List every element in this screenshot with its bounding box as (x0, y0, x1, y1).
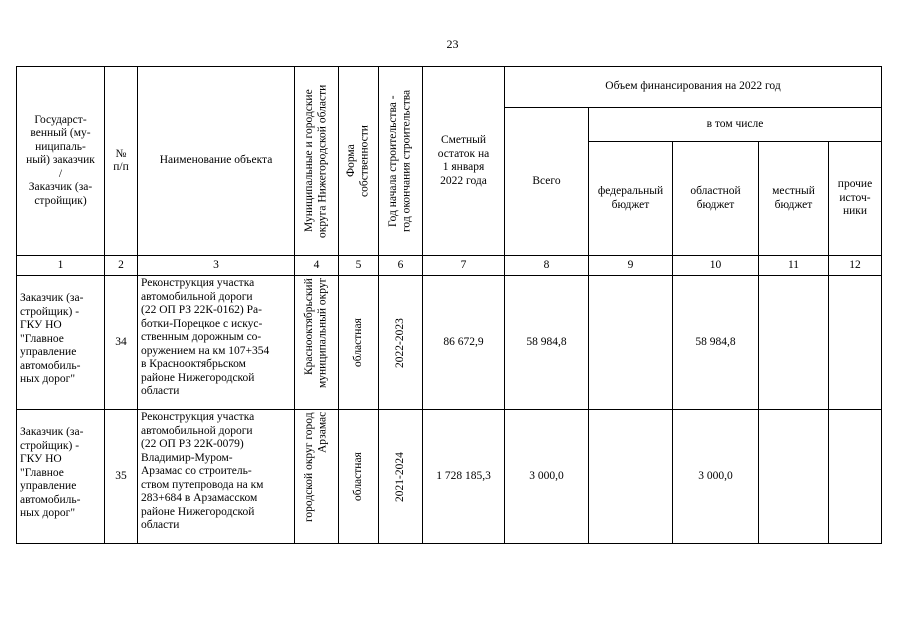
table-row (17, 276, 882, 410)
column-number: 2 (105, 256, 138, 276)
column-number: 6 (379, 256, 423, 276)
row-regional: 58 984,8 (673, 276, 759, 410)
table-row (17, 410, 882, 544)
column-number: 9 (589, 256, 673, 276)
column-number: 4 (295, 256, 339, 276)
header-number: № п/п (105, 67, 138, 256)
column-number: 10 (673, 256, 759, 276)
row-ownership-cell (339, 410, 379, 544)
row-estimate: 86 672,9 (423, 276, 505, 410)
row-total: 58 984,8 (505, 276, 589, 410)
row-years-cell (379, 276, 423, 410)
row-municipality: Краснооктябрьский муниципальный округ (303, 277, 329, 388)
column-numbers-row (17, 256, 882, 276)
row-estimate: 1 728 185,3 (423, 410, 505, 544)
header-ownership: Форма собственности (345, 125, 371, 197)
column-number: 11 (759, 256, 829, 276)
header-total: Всего (505, 108, 589, 256)
row-regional: 3 000,0 (673, 410, 759, 544)
column-number: 5 (339, 256, 379, 276)
row-ownership-cell (339, 276, 379, 410)
row-federal (589, 410, 673, 544)
header-local: местный бюджет (759, 142, 829, 256)
financing-table (16, 66, 882, 544)
column-number: 8 (505, 256, 589, 276)
header-ownership-cell (339, 67, 379, 256)
row-years-cell (379, 410, 423, 544)
row-customer: Заказчик (за- стройщик) - ГКУ НО "Главное управление автомобиль- ных дорог" (17, 410, 105, 544)
row-municipality-cell (295, 410, 339, 544)
row-ownership: областная (351, 318, 364, 367)
row-years: 2022-2023 (393, 317, 406, 368)
row-local (759, 410, 829, 544)
row-total: 3 000,0 (505, 410, 589, 544)
header-years: Год начала строительства - год окончания строительства (387, 89, 413, 233)
header-financing: Объем финансирования на 2022 год (505, 67, 882, 108)
header-regional: областной бюджет (673, 142, 759, 256)
header-federal: федеральный бюджет (589, 142, 673, 256)
header-estimate: Сметный остаток на 1 января 2022 года (423, 67, 505, 256)
row-municipality: городской округ город Арзамас (303, 411, 329, 522)
row-object-name: Реконструкция участка автомобильной дороги (22 ОП РЗ 22К-0162) Ра- ботки-Порецкое с искус- ственным дорожным со- оружением на км 107+354 в Краснооктябрьском районе Нижегородской области (138, 276, 295, 410)
row-number: 34 (105, 276, 138, 410)
row-number: 35 (105, 410, 138, 544)
row-object-name: Реконструкция участка автомобильной дороги (22 ОП РЗ 22К-0079) Владимир-Муром- Арзамас со строитель- ством путепровода на км 283+684 в Арзамасском районе Нижегородской области (138, 410, 295, 544)
header-customer: Государст- венный (му- ниципаль- ный) заказчик / Заказчик (за- стройщик) (17, 67, 105, 256)
header-municipality-cell (295, 67, 339, 256)
header-years-cell (379, 67, 423, 256)
column-number: 12 (829, 256, 882, 276)
row-federal (589, 276, 673, 410)
header-object-name: Наименование объекта (138, 67, 295, 256)
row-years: 2021-2024 (393, 451, 406, 502)
header-other: прочие источ- ники (829, 142, 882, 256)
column-number: 7 (423, 256, 505, 276)
column-number: 3 (138, 256, 295, 276)
row-ownership: областная (351, 452, 364, 501)
header-including: в том числе (589, 108, 882, 142)
row-customer: Заказчик (за- стройщик) - ГКУ НО "Главное управление автомобиль- ных дорог" (17, 276, 105, 410)
header-municipality: Муниципальные и городские округа Нижегородской области (303, 84, 329, 238)
row-local (759, 276, 829, 410)
page-number: 23 (446, 37, 459, 51)
column-number: 1 (17, 256, 105, 276)
row-other (829, 410, 882, 544)
row-other (829, 276, 882, 410)
row-municipality-cell (295, 276, 339, 410)
